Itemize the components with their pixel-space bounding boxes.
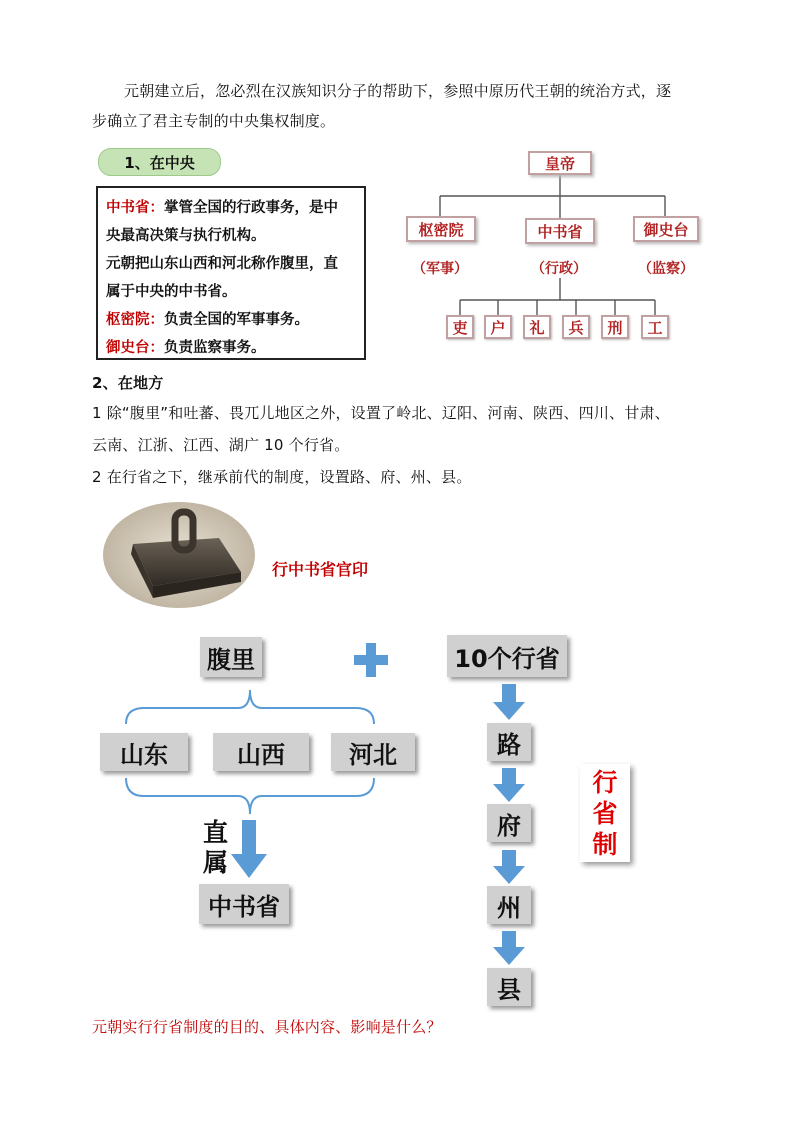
xingshengzhi-char-2: 省 [592,798,618,828]
intro-line-1: 元朝建立后，忽必烈在汉族知识分子的帮助下，参照中原历代王朝的统治方式，逐 [124,82,672,100]
seal-caption: 行中书省官印 [272,560,369,579]
ministry-li-rites: 礼 [523,315,551,339]
direct-label-2: 属 [203,848,229,877]
province-hebei: 河北 [331,733,415,771]
xingshengzhi-label [580,764,630,862]
level-fu-box: 府 [487,804,531,842]
xingshengzhi-char-3: 制 [592,829,618,859]
org-zhongshusheng-box: 中书省 [525,218,595,244]
question-text: 元朝实行行省制度的目的、具体内容、影响是什么？ [92,1018,442,1036]
level-zhou-box: 州 [487,886,531,924]
arrow-down-icon [493,768,525,802]
intro-line-2: 步确立了君主专制的中央集权制度。 [92,112,336,130]
brace-top [120,686,380,726]
xingshengzhi-char-1: 行 [592,767,618,797]
ministry-xing-justice: 刑 [601,315,629,339]
zhongshusheng-line-1 [106,194,356,222]
local-item-2: 2 在行省之下，继承前代的制度，设置路、府、州、县。 [92,468,472,486]
arrow-down-icon [493,931,525,965]
province-shandong: 山东 [100,733,188,771]
zhongshusheng-text: 掌管全国的行政事务，是中 [164,200,338,216]
local-item-1-line-1: 1 除“腹里”和吐蕃、畏兀儿地区之外，设置了岭北、辽阳、河南、陕西、四川、甘肃、 [92,404,670,422]
arrow-down-icon [231,820,267,878]
fuli-line-1: 元朝把山东山西和河北称作腹里，直 [106,256,338,272]
shumiyuan-text: 负责全国的军事事务。 [164,312,309,328]
ministry-gong-works: 工 [641,315,669,339]
level-xian-box: 县 [487,968,531,1006]
ministry-hu-revenue: 户 [484,315,512,339]
ministry-li-personnel: 吏 [446,315,474,339]
fuli-line-2: 属于中央的中书省。 [106,284,237,300]
arrow-down-icon [493,684,525,720]
yushitai-text: 负责监察事务。 [164,340,266,356]
brace-bottom [120,774,380,818]
org-shumiyuan-note: （军事） [412,261,468,277]
org-emperor-box: 皇帝 [528,151,592,175]
yushitai-label: 御史台： [106,340,164,356]
direct-label-1: 直 [203,818,229,847]
ministry-bing-war: 兵 [562,315,590,339]
local-heading: 2、在地方 [92,374,164,392]
org-yushitai-note: （监察） [638,261,694,277]
plus-icon [354,643,388,677]
org-zhongshusheng-note: （行政） [531,261,587,277]
province-shanxi: 山西 [213,733,309,771]
central-heading: 1、在中央 [98,148,221,176]
shumiyuan-label: 枢密院： [106,312,164,328]
level-lu-box: 路 [487,723,531,761]
fuli-box: 腹里 [200,637,262,677]
central-description-box [96,186,366,360]
zhongshusheng-line-2: 央最高决策与执行机构。 [106,228,266,244]
central-zhongshusheng-box: 中书省 [199,884,289,924]
shumiyuan-line [106,306,356,334]
arrow-down-icon [493,850,525,884]
seal-photo [103,502,255,608]
local-item-1-line-2: 云南、江浙、江西、湖广 10 个行省。 [92,436,350,454]
ten-provinces-box: 10个行省 [447,635,567,677]
org-yushitai-box: 御史台 [633,216,699,242]
org-shumiyuan-box: 枢密院 [406,216,476,242]
zhongshusheng-label: 中书省： [106,200,164,216]
yushitai-line [106,334,356,362]
